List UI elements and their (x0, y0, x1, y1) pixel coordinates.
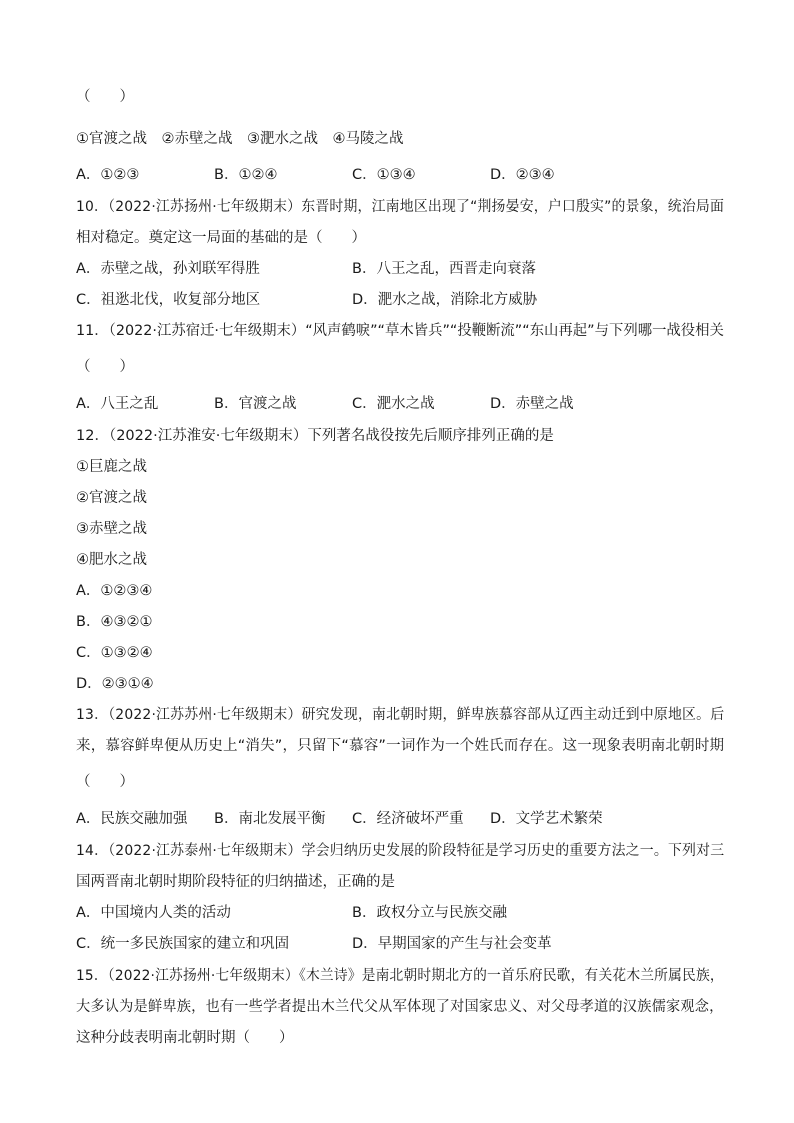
q10-option-c: C．祖逖北伐，收复部分地区 (76, 292, 261, 308)
q10-option-b: B．八王之乱，西晋走向衰落 (352, 261, 536, 277)
q11-option-a: A．八王之乱 (76, 396, 159, 412)
q11-option-b: B．官渡之战 (214, 396, 297, 412)
q15-stem-line3: 这种分歧表明南北朝时期（ ） (76, 1030, 294, 1046)
q11-option-c: C．淝水之战 (352, 396, 435, 412)
q13-stem-line2: 来，慕容鲜卑便从历史上“消失”，只留下“慕容”一词作为一个姓氏而存在。这一现象表明南北朝时期 (76, 738, 725, 754)
q14-option-c: C．统一多民族国家的建立和巩固 (76, 936, 290, 952)
q13-option-a: A．民族交融加强 (76, 811, 188, 827)
q12-option-d: D．②③①④ (76, 676, 154, 692)
q15-stem-line2: 大多认为是鲜卑族，也有一些学者提出木兰代父从军体现了对国家忠义、对父母孝道的汉族儒家观念， (76, 999, 724, 1015)
q10-stem-line1: 10．（2022·江苏扬州·七年级期末）东晋时期，江南地区出现了“荆扬晏安，户口殷实”的景象，统治局面 (76, 199, 725, 215)
q11-bracket: （ ） (76, 359, 134, 375)
q12-item-3: ③赤壁之战 (76, 521, 147, 537)
q9-option-b: B．①②④ (214, 167, 278, 183)
q13-bracket: （ ） (76, 774, 134, 790)
q13-option-d: D．文学艺术繁荣 (490, 811, 603, 827)
q13-stem-line1: 13．（2022·江苏苏州·七年级期末）研究发现，南北朝时期，鲜卑族慕容部从辽西主动迁到中原地区。后 (76, 707, 725, 723)
q9-option-d: D．②③④ (490, 167, 555, 183)
q12-stem-line1: 12．（2022·江苏淮安·七年级期末）下列著名战役按先后顺序排列正确的是 (76, 428, 554, 444)
q9-option-c: C．①③④ (352, 167, 416, 183)
q12-item-4: ④肥水之战 (76, 552, 147, 568)
q14-stem-line2: 国两晋南北朝时期阶段特征的归纳描述，正确的是 (76, 874, 395, 890)
q9-option-a: A．①②③ (76, 167, 140, 183)
q9-items: ①官渡之战 ②赤壁之战 ③淝水之战 ④马陵之战 (76, 131, 404, 147)
q14-option-a: A．中国境内人类的活动 (76, 905, 231, 921)
q12-item-2: ②官渡之战 (76, 490, 147, 506)
q14-option-b: B．政权分立与民族交融 (352, 905, 507, 921)
q14-option-d: D．早期国家的产生与社会变革 (352, 936, 552, 952)
q11-option-d: D．赤壁之战 (490, 396, 574, 412)
q11-stem-line1: 11．（2022·江苏宿迁·七年级期末）“风声鹤唳”“草木皆兵”“投鞭断流”“东山再起”与下列哪一战役相关 (76, 323, 724, 339)
q9-bracket: （ ） (76, 89, 134, 105)
q12-option-c: C．①③②④ (76, 645, 153, 661)
q10-option-a: A．赤壁之战，孙刘联军得胜 (76, 261, 260, 277)
q10-stem-line2: 相对稳定。奠定这一局面的基础的是（ ） (76, 230, 366, 246)
q14-stem-line1: 14．（2022·江苏泰州·七年级期末）学会归纳历史发展的阶段特征是学习历史的重要方法之一。下列对三 (76, 843, 725, 859)
q12-option-a: A．①②③④ (76, 583, 153, 599)
q13-option-c: C．经济破坏严重 (352, 811, 464, 827)
q10-option-d: D．淝水之战，消除北方威胁 (352, 292, 538, 308)
q12-item-1: ①巨鹿之战 (76, 459, 147, 475)
q12-option-b: B．④③②① (76, 614, 153, 630)
q13-option-b: B．南北发展平衡 (214, 811, 326, 827)
q15-stem-line1: 15．（2022·江苏扬州·七年级期末）《木兰诗》是南北朝时期北方的一首乐府民歌，有关花木兰所属民族， (76, 968, 724, 984)
